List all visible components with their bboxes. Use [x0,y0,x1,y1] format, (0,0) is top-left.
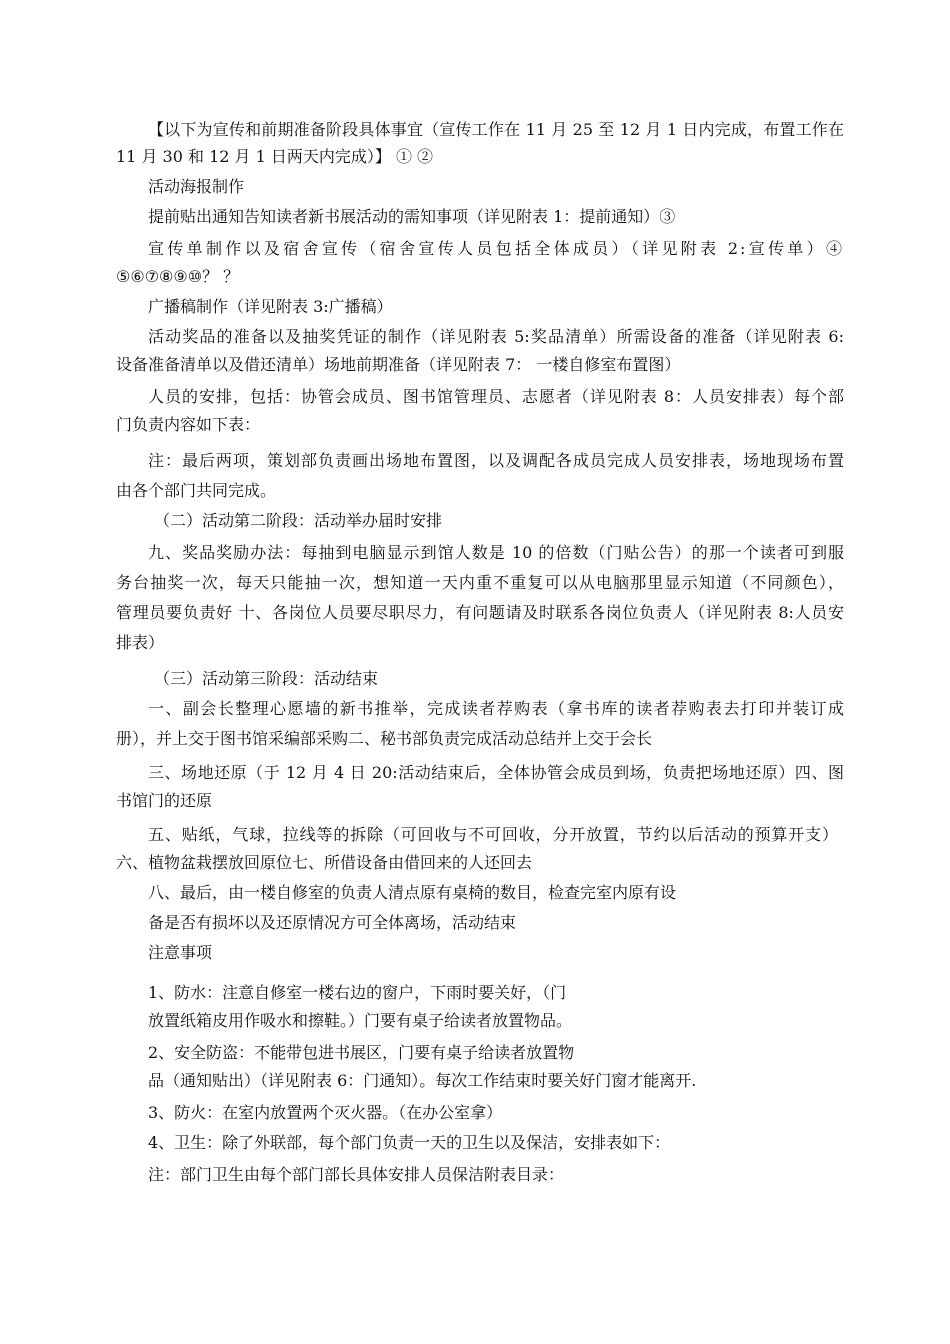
text-line: 三、场地还原（于 12 月 4 日 20:活动结束后，全体协管会成员到场，负责把场地还原）四、图 [148,763,844,782]
text-line: 九、奖品奖励办法：每抽到电脑显示到馆人数是 10 的倍数（门贴公告）的那一个读者可到服 [148,543,844,562]
text-line: 4、卫生：除了外联部，每个部门负责一天的卫生以及保洁，安排表如下： [148,1133,671,1152]
section-heading: 注意事项 [148,943,213,962]
text-line: 五、贴纸，气球，拉线等的拆除（可回收与不可回收，分开放置，节约以后活动的预算开支） [148,825,838,844]
text-line: 【以下为宣传和前期准备阶段具体事宜（宣传工作在 11 月 25 至 12 月 1 日内完成，布置工作在 [148,120,844,139]
text-line: 门负责内容如下表： [116,415,261,434]
text-line: 排表） [116,633,165,652]
text-line: 人员的安排，包括：协管会成员、图书馆管理员、志愿者（详见附表 8：人员安排表）每个部 [148,387,844,406]
text-line: 活动奖品的准备以及抽奖凭证的制作（详见附表 5:奖品清单）所需设备的准备（详见附表 6: [148,327,844,346]
text-line: 2、安全防盗：不能带包进书展区，门要有桌子给读者放置物 [148,1043,575,1062]
section-heading: （三）活动第三阶段：活动结束 [154,669,379,688]
text-line: 放置纸箱皮用作吸水和擦鞋。）门要有桌子给读者放置物品。 [148,1011,573,1030]
text-line: 品（通知贴出）（详见附表 6：门通知）。每次工作结束时要关好门窗才能离开. [148,1071,697,1090]
text-line: 由各个部门共同完成。 [116,481,277,500]
text-line: 11 月 30 和 12 月 1 日两天内完成）】 ① ② [116,147,434,166]
text-line: 注：部门卫生由每个部门部长具体安排人员保洁附表目录： [148,1165,565,1184]
text-line: 提前贴出通知告知读者新书展活动的需知事项（详见附表 1：提前通知）③ [148,207,676,226]
text-line: 八、最后，由一楼自修室的负责人清点原有桌椅的数目，检查完室内原有设 [148,883,677,902]
text-line: 1、防水：注意自修室一楼右边的窗户，下雨时要关好，（门 [148,983,567,1002]
text-line: 活动海报制作 [148,177,245,196]
text-line: 广播稿制作（详见附表 3:广播稿） [148,297,393,316]
text-line: 一、副会长整理心愿墙的新书推举，完成读者荐购表（拿书库的读者荐购表去打印并装订成 [148,699,844,718]
text-line: 书馆门的还原 [116,791,213,810]
text-line: 宣传单制作以及宿舍宣传（宿舍宣传人员包括全体成员）（详见附表 2:宣传单）④ [148,239,844,258]
text-line: 管理员要负责好 十、各岗位人员要尽职尽力，有问题请及时联系各岗位负责人（详见附表 8:人员安 [116,603,844,622]
section-heading: （二）活动第二阶段：活动举办届时安排 [154,511,443,530]
text-line: 备是否有损坏以及还原情况方可全体离场，活动结束 [148,913,517,932]
text-line: ⑤⑥⑦⑧⑨⑩？ ？ [116,267,240,286]
text-line: 注：最后两项，策划部负责画出场地布置图，以及调配各成员完成人员安排表，场地现场布置 [148,451,844,470]
text-line: 册），并上交于图书馆采编部采购二、秘书部负责完成活动总结并上交于会长 [116,729,653,748]
text-line: 设备准备清单以及借还清单）场地前期准备（详见附表 7： 一楼自修室布置图） [116,355,681,374]
text-line: 务台抽奖一次，每天只能抽一次，想知道一天内重不重复可以从电脑那里显示知道（不同颜色）， [116,573,844,592]
text-line: 3、防火：在室内放置两个灭火器。（在办公室拿） [148,1103,503,1122]
text-line: 六、植物盆栽摆放回原位七、所借设备由借回来的人还回去 [116,853,533,872]
